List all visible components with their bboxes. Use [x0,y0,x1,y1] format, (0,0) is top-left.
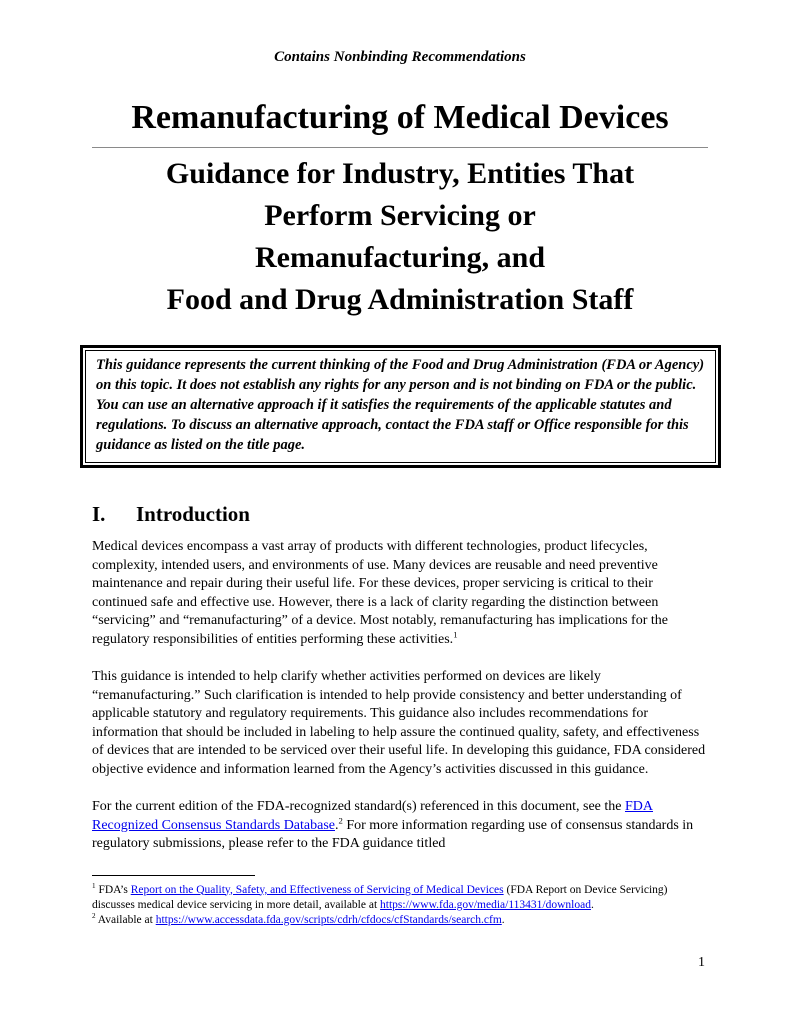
intro-paragraph-1 [92,538,708,649]
servicing-report-link[interactable]: Report on the Quality, Safety, and Effectiveness of Servicing of Medical Devices [130,883,504,896]
header-notice: Contains Nonbinding Recommendations [274,49,526,65]
title-divider [92,147,708,148]
subtitle-line: Guidance for Industry, Entities That [165,157,635,190]
paragraph-text: . [335,817,339,833]
footnote-ref-2: 2 [338,814,343,825]
footnote-1 [92,883,708,913]
guidance-disclaimer-box [80,345,721,468]
consensus-standards-database-link[interactable]: FDA Recognized Consensus Standards Database [92,799,653,833]
footnote-text: Available at [95,913,156,926]
intro-paragraph-3 [92,798,708,854]
footnote-ref-1: 1 [453,628,458,639]
page-number: 1 [698,955,705,970]
footnote-marker-2: 2 [92,911,96,920]
disclaimer-text: This guidance represents the current thinking of the Food and Drug Administration (FDA or Agency) on this topic. It does not establish any rights for any person and is not binding on FDA or the public. You can use an alternative approach if it satisfies the requirements of the applicable statutes and regulations. To discuss an alternative approach, contact the FDA staff or Office responsible for this guidance as listed on the title page. [85,350,716,463]
paragraph-text: For the current edition of the FDA-recognized standard(s) referenced in this document, see the [92,799,625,814]
footnote-text: . [590,898,594,911]
page-title-subtitle [92,153,708,321]
footnote-marker-1: 1 [92,881,96,890]
section-heading-number: I. [92,502,106,526]
subtitle-line: Perform Servicing or [264,199,536,232]
footnote-2 [92,913,708,928]
footnote-separator [92,875,255,876]
paragraph-text: This guidance is intended to help clarify whether activities performed on devices are likely “remanufacturing.” Such clarification is intended to help provide consistency and better understanding of applicable statutory and regulatory requirements. This guidance also includes recommendations for information that should be included in labeling to help assure the continued quality, safety, and effectiveness of devices that are intended to be serviced over their useful life. In developing this guidance, FDA considered objective evidence and information learned from the Agency’s activities discussed in this guidance. [92,669,706,777]
section-heading-label: Introduction [136,502,250,526]
subtitle-line: Food and Drug Administration Staff [166,283,634,316]
footnote-text: (FDA Report on Device Servicing) discusses medical device servicing in more detail, available at [92,883,668,911]
section-heading-introduction [92,502,708,526]
footnote-text: . [501,913,505,926]
fda-media-download-link[interactable]: https://www.fda.gov/media/113431/download [380,898,591,911]
paragraph-text: Medical devices encompass a vast array of products with different technologies, product lifecycles, complexity, intended users, and environments of use. Many devices are reusable and need preventive maintenance and repair during their useful life. For these devices, proper servicing is critical to their continued safe and effective use. However, there is a lack of clarity regarding the distinction between “servicing” and “remanufacturing” of a device. Most notably, remanufacturing has implications for the regulatory responsibilities of entities performing these activities. [92,539,668,647]
standards-search-link[interactable]: https://www.accessdata.fda.gov/scripts/cdrh/cfdocs/cfStandards/search.cfm [155,913,502,926]
intro-paragraph-2 [92,668,708,779]
subtitle-line: Remanufacturing, and [254,241,546,274]
footnote-text: FDA’s [95,883,131,896]
paragraph-text: For more information regarding use of consensus standards in regulatory submissions, please refer to the FDA guidance titled [92,817,694,851]
page-title-main: Remanufacturing of Medical Devices [131,99,669,136]
